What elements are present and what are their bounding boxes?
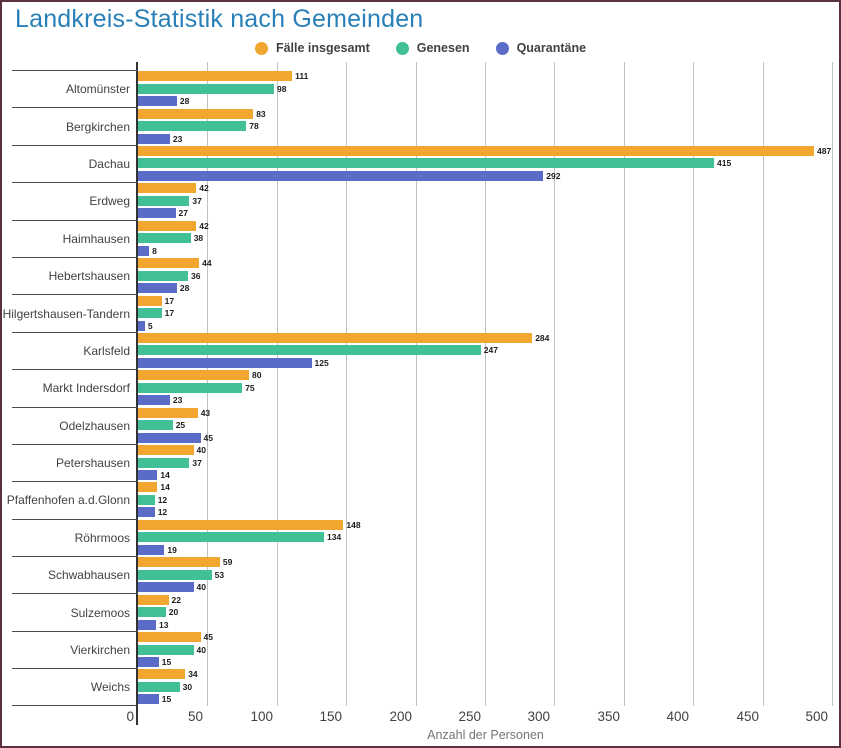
- bar-value-label: 37: [192, 457, 202, 468]
- bar-value-label: 125: [314, 357, 329, 368]
- bar-quarantaene[interactable]: [138, 694, 159, 704]
- bar-value-label: 23: [172, 395, 183, 406]
- legend-item-faelle-insgesamt[interactable]: [255, 41, 370, 55]
- category-row: [2, 70, 839, 107]
- bar-value-label: 28: [179, 283, 190, 294]
- bar-line: [138, 445, 839, 455]
- category-label: Altomünster: [12, 70, 138, 107]
- category-label: Markt Indersdorf: [12, 369, 138, 406]
- bar-line: [138, 582, 839, 592]
- bar-value-label: 98: [277, 83, 287, 94]
- category-label: Schwabhausen: [12, 556, 138, 593]
- bar-group: [138, 332, 839, 369]
- bar-quarantaene[interactable]: [138, 171, 543, 181]
- bar-line: [138, 208, 839, 218]
- x-tick-label: 150: [319, 709, 342, 724]
- legend-item-quarantaene[interactable]: [496, 41, 586, 55]
- bar-line: [138, 607, 839, 617]
- bar-faelle-insgesamt[interactable]: [138, 221, 196, 231]
- bar-quarantaene[interactable]: [138, 134, 170, 144]
- bar-genesen[interactable]: [138, 308, 162, 318]
- bar-genesen[interactable]: [138, 645, 194, 655]
- bar-line: [138, 333, 839, 343]
- category-label: Bergkirchen: [12, 107, 138, 144]
- category-label: Hilgertshausen-Tandern: [12, 294, 138, 331]
- bar-faelle-insgesamt[interactable]: [138, 183, 196, 193]
- bar-value-label: 43: [200, 407, 211, 418]
- bar-genesen[interactable]: [138, 532, 324, 542]
- bar-value-label: 17: [164, 308, 175, 319]
- bar-line: [138, 109, 839, 119]
- bar-value-label: 12: [157, 494, 168, 505]
- bar-line: [138, 482, 839, 492]
- bar-group: [138, 182, 839, 219]
- bar-line: [138, 395, 839, 405]
- bar-value-label: 292: [546, 170, 561, 181]
- x-tick-label: 450: [736, 709, 759, 724]
- bar-value-label: 37: [192, 195, 202, 206]
- bar-line: [138, 183, 839, 193]
- bar-value-label: 247: [483, 345, 498, 356]
- bar-line: [138, 246, 839, 256]
- bar-group: [138, 668, 839, 705]
- bar-line: [138, 121, 839, 131]
- category-row: [2, 369, 839, 406]
- category-row: [2, 257, 839, 294]
- bar-value-label: 45: [203, 632, 213, 643]
- legend-label: Genesen: [416, 41, 470, 55]
- x-tick-label: 500: [805, 709, 828, 724]
- bar-value-label: 487: [817, 145, 832, 156]
- bar-value-label: 30: [182, 681, 193, 692]
- category-row: [2, 668, 839, 705]
- bar-faelle-insgesamt[interactable]: [138, 71, 292, 81]
- category-row: [2, 556, 839, 593]
- bar-value-label: 27: [178, 208, 188, 219]
- bar-genesen[interactable]: [138, 84, 274, 94]
- bar-line: [138, 545, 839, 555]
- category-row: [2, 444, 839, 481]
- legend-swatch-icon: [255, 42, 268, 55]
- category-label: Erdweg: [12, 182, 138, 219]
- bar-line: [138, 134, 839, 144]
- legend-item-genesen[interactable]: [396, 41, 470, 55]
- bar-faelle-insgesamt[interactable]: [138, 595, 169, 605]
- bar-value-label: 28: [179, 96, 190, 107]
- bar-value-label: 34: [188, 669, 198, 680]
- bar-value-label: 75: [245, 382, 255, 393]
- category-row: [2, 107, 839, 144]
- category-label: Dachau: [12, 145, 138, 182]
- category-row: [2, 519, 839, 556]
- bar-line: [138, 507, 839, 517]
- legend-swatch-icon: [396, 42, 409, 55]
- bar-quarantaene[interactable]: [138, 283, 177, 293]
- bar-value-label: 53: [214, 569, 225, 580]
- bar-faelle-insgesamt[interactable]: [138, 370, 249, 380]
- bar-value-label: 38: [193, 233, 204, 244]
- legend-label: Quarantäne: [516, 41, 587, 55]
- category-row: [2, 294, 839, 331]
- bar-line: [138, 271, 839, 281]
- category-row: [2, 145, 839, 182]
- category-label: Sulzemoos: [12, 593, 138, 630]
- bar-value-label: 19: [167, 544, 177, 555]
- bar-line: [138, 657, 839, 667]
- bar-value-label: 17: [164, 295, 175, 306]
- bar-group: [138, 70, 839, 107]
- bar-line: [138, 694, 839, 704]
- category-label: Weichs: [12, 668, 138, 705]
- bar-value-label: 15: [161, 694, 172, 705]
- bar-quarantaene[interactable]: [138, 657, 159, 667]
- bar-value-label: 42: [199, 183, 209, 194]
- bar-group: [138, 369, 839, 406]
- bar-quarantaene[interactable]: [138, 358, 312, 368]
- bar-line: [138, 308, 839, 318]
- bar-line: [138, 495, 839, 505]
- bar-group: [138, 481, 839, 518]
- bar-line: [138, 632, 839, 642]
- bar-value-label: 25: [175, 420, 186, 431]
- bar-group: [138, 107, 839, 144]
- bar-value-label: 14: [160, 470, 170, 481]
- category-row: [2, 332, 839, 369]
- legend: [2, 38, 839, 58]
- bar-group: [138, 556, 839, 593]
- category-label: Pfaffenhofen a.d.Glonn: [12, 481, 138, 518]
- bar-value-label: 40: [196, 445, 206, 456]
- bar-value-label: 78: [249, 121, 259, 132]
- bar-group: [138, 257, 839, 294]
- bar-quarantaene[interactable]: [138, 433, 201, 443]
- bar-faelle-insgesamt[interactable]: [138, 669, 185, 679]
- category-label: Hebertshausen: [12, 257, 138, 294]
- category-label: Vierkirchen: [12, 631, 138, 668]
- bar-line: [138, 595, 839, 605]
- bar-faelle-insgesamt[interactable]: [138, 146, 814, 156]
- bar-value-label: 40: [196, 644, 206, 655]
- bar-quarantaene[interactable]: [138, 321, 145, 331]
- bar-quarantaene[interactable]: [138, 582, 194, 592]
- bar-genesen[interactable]: [138, 271, 188, 281]
- bar-line: [138, 84, 839, 94]
- bar-quarantaene[interactable]: [138, 246, 149, 256]
- bar-value-label: 20: [168, 607, 179, 618]
- bar-faelle-insgesamt[interactable]: [138, 557, 220, 567]
- bar-line: [138, 96, 839, 106]
- bar-quarantaene[interactable]: [138, 507, 155, 517]
- bar-line: [138, 158, 839, 168]
- bar-value-label: 415: [717, 158, 732, 169]
- bar-group: [138, 407, 839, 444]
- bar-line: [138, 520, 839, 530]
- bar-value-label: 8: [152, 245, 157, 256]
- x-tick-label: 200: [389, 709, 412, 724]
- x-tick-label: 300: [527, 709, 550, 724]
- category-label: Odelzhausen: [12, 407, 138, 444]
- bar-value-label: 45: [203, 432, 213, 443]
- bar-value-label: 13: [159, 619, 169, 630]
- category-row: [2, 407, 839, 444]
- bar-genesen[interactable]: [138, 345, 481, 355]
- bar-line: [138, 321, 839, 331]
- chart-title: Landkreis-Statistik nach Gemeinden: [15, 5, 424, 33]
- bar-faelle-insgesamt[interactable]: [138, 296, 162, 306]
- bar-genesen[interactable]: [138, 158, 714, 168]
- bar-group: [138, 631, 839, 668]
- bar-line: [138, 383, 839, 393]
- bar-value-label: 40: [196, 582, 206, 593]
- bar-line: [138, 296, 839, 306]
- bar-value-label: 59: [222, 557, 233, 568]
- legend-label: Fälle insgesamt: [275, 41, 370, 55]
- bar-genesen[interactable]: [138, 196, 189, 206]
- x-tick-label: 400: [666, 709, 689, 724]
- bar-line: [138, 196, 839, 206]
- bar-faelle-insgesamt[interactable]: [138, 445, 194, 455]
- bar-value-label: 23: [172, 133, 183, 144]
- bar-line: [138, 71, 839, 81]
- category-label: Karlsfeld: [12, 332, 138, 369]
- bar-quarantaene[interactable]: [138, 620, 156, 630]
- bar-line: [138, 283, 839, 293]
- category-row: [2, 220, 839, 257]
- bar-line: [138, 420, 839, 430]
- bar-quarantaene[interactable]: [138, 545, 164, 555]
- bar-genesen[interactable]: [138, 121, 246, 131]
- bar-line: [138, 171, 839, 181]
- bar-value-label: 148: [346, 519, 361, 530]
- bar-value-label: 22: [171, 594, 181, 605]
- bar-line: [138, 233, 839, 243]
- bar-value-label: 44: [202, 258, 212, 269]
- bar-genesen[interactable]: [138, 495, 155, 505]
- bar-value-label: 12: [157, 507, 168, 518]
- category-row: [2, 481, 839, 518]
- category-label: Röhrmoos: [12, 519, 138, 556]
- bar-line: [138, 221, 839, 231]
- bar-value-label: 5: [147, 320, 153, 331]
- category-label: Petershausen: [12, 444, 138, 481]
- bar-value-label: 83: [256, 108, 266, 119]
- bar-group: [138, 294, 839, 331]
- bar-genesen[interactable]: [138, 233, 191, 243]
- bar-faelle-insgesamt[interactable]: [138, 408, 198, 418]
- bar-value-label: 111: [295, 71, 309, 82]
- bar-line: [138, 570, 839, 580]
- bar-quarantaene[interactable]: [138, 470, 157, 480]
- bar-faelle-insgesamt[interactable]: [138, 333, 532, 343]
- bar-line: [138, 669, 839, 679]
- bar-quarantaene[interactable]: [138, 395, 170, 405]
- x-axis-title: Anzahl der Personen: [427, 728, 544, 742]
- bar-line: [138, 345, 839, 355]
- bar-genesen[interactable]: [138, 682, 180, 692]
- bar-group: [138, 519, 839, 556]
- bar-line: [138, 557, 839, 567]
- category-row: [2, 631, 839, 668]
- x-tick-label: 350: [597, 709, 620, 724]
- bar-line: [138, 370, 839, 380]
- bar-value-label: 42: [199, 220, 209, 231]
- bar-quarantaene[interactable]: [138, 96, 177, 106]
- x-tick-label: 0: [126, 709, 134, 724]
- x-tick-label: 100: [250, 709, 273, 724]
- bar-faelle-insgesamt[interactable]: [138, 482, 157, 492]
- bar-value-label: 80: [252, 370, 262, 381]
- bar-faelle-insgesamt[interactable]: [138, 632, 201, 642]
- bar-line: [138, 620, 839, 630]
- bar-line: [138, 358, 839, 368]
- bar-value-label: 134: [327, 532, 342, 543]
- bar-group: [138, 444, 839, 481]
- bar-genesen[interactable]: [138, 420, 173, 430]
- bar-line: [138, 433, 839, 443]
- category-row: [2, 593, 839, 630]
- bar-group: [138, 145, 839, 182]
- bar-line: [138, 146, 839, 156]
- bar-value-label: 14: [160, 482, 170, 493]
- bar-line: [138, 458, 839, 468]
- bar-quarantaene[interactable]: [138, 208, 176, 218]
- x-axis-ticks: [2, 709, 841, 727]
- bar-value-label: 15: [161, 657, 172, 668]
- bar-faelle-insgesamt[interactable]: [138, 258, 199, 268]
- bar-group: [138, 220, 839, 257]
- bar-line: [138, 408, 839, 418]
- bar-genesen[interactable]: [138, 570, 212, 580]
- x-tick-label: 50: [187, 709, 203, 724]
- bar-genesen[interactable]: [138, 383, 242, 393]
- category-row: [2, 182, 839, 219]
- bar-line: [138, 532, 839, 542]
- x-tick-label: 250: [458, 709, 481, 724]
- bar-line: [138, 258, 839, 268]
- bar-value-label: 284: [535, 332, 550, 343]
- category-rows: [2, 70, 839, 706]
- bar-line: [138, 470, 839, 480]
- bar-line: [138, 682, 839, 692]
- bar-faelle-insgesamt[interactable]: [138, 520, 343, 530]
- bar-line: [138, 645, 839, 655]
- bar-genesen[interactable]: [138, 607, 166, 617]
- bar-faelle-insgesamt[interactable]: [138, 109, 253, 119]
- bar-value-label: 36: [191, 270, 201, 281]
- bar-group: [138, 593, 839, 630]
- legend-swatch-icon: [496, 42, 509, 55]
- bar-genesen[interactable]: [138, 458, 189, 468]
- category-label: Haimhausen: [12, 220, 138, 257]
